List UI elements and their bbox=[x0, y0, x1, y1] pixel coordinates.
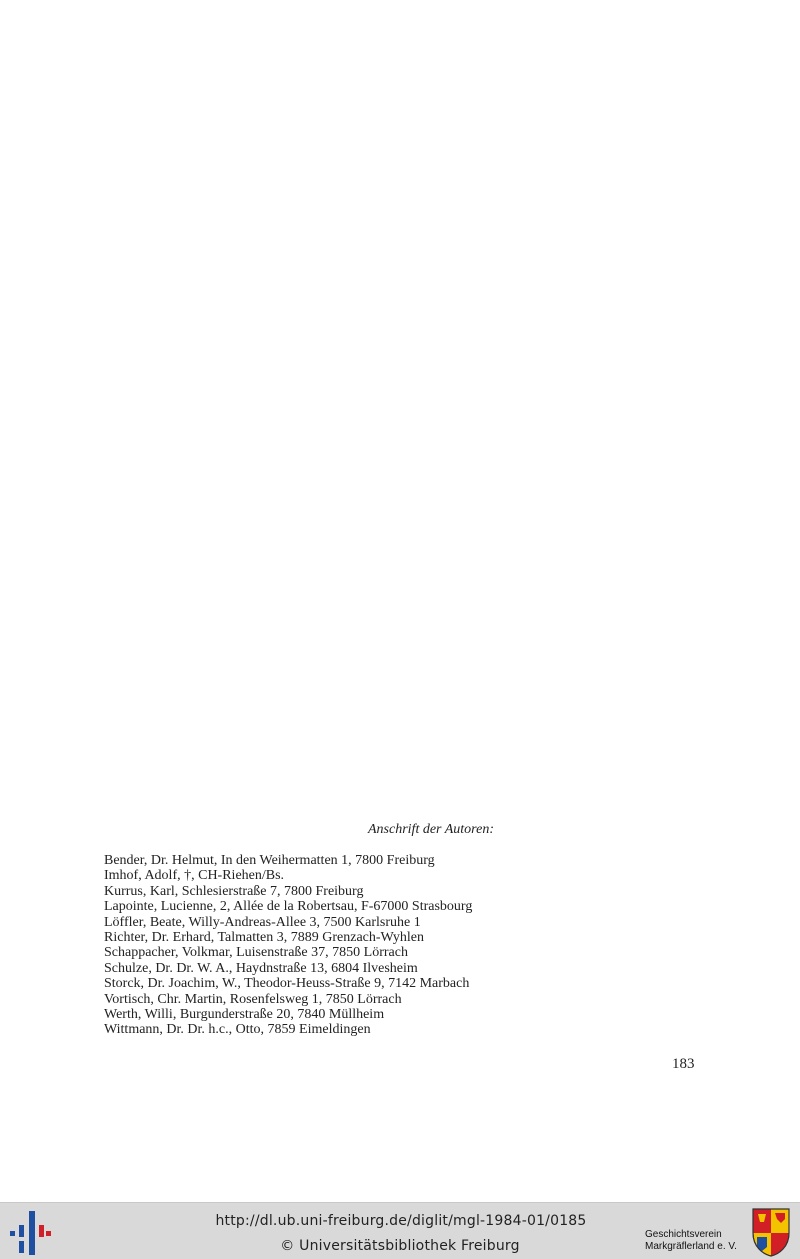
author-entry: Lapointe, Lucienne, 2, Allée de la Robertsau, F-67000 Strasbourg bbox=[104, 899, 473, 915]
society-name bbox=[645, 1229, 737, 1253]
author-entry: Vortisch, Chr. Martin, Rosenfelsweg 1, 7850 Lörrach bbox=[104, 991, 402, 1007]
author-entry: Kurrus, Karl, Schlesierstraße 7, 7800 Freiburg bbox=[104, 883, 364, 899]
author-entry: Bender, Dr. Helmut, In den Weihermatten 1, 7800 Freiburg bbox=[104, 853, 435, 868]
footer-bar bbox=[0, 1202, 800, 1259]
coat-of-arms-icon bbox=[751, 1207, 791, 1257]
author-entry: Wittmann, Dr. Dr. h.c., Otto, 7859 Eimeldingen bbox=[104, 1022, 371, 1038]
author-entry: Löffler, Beate, Willy-Andreas-Allee 3, 7500 Karlsruhe 1 bbox=[104, 914, 421, 930]
footer-url-link[interactable]: http://dl.ub.uni-freiburg.de/diglit/mgl-1984-01/0185 bbox=[215, 1213, 587, 1229]
society-name-line2: Markgräflerland e. V. bbox=[645, 1241, 737, 1252]
author-entry: Werth, Willi, Burgunderstraße 20, 7840 Müllheim bbox=[104, 1007, 385, 1023]
page-number: 183 bbox=[672, 1056, 695, 1072]
society-name-line1: Geschichtsverein bbox=[645, 1229, 722, 1240]
authors-heading: Anschrift der Autoren: bbox=[368, 822, 494, 837]
author-entry: Schappacher, Volkmar, Luisenstraße 37, 7850 Lörrach bbox=[104, 945, 408, 961]
author-entry: Richter, Dr. Erhard, Talmatten 3, 7889 Grenzach-Wyhlen bbox=[104, 930, 425, 946]
author-entry: Storck, Dr. Joachim, W., Theodor-Heuss-Straße 9, 7142 Marbach bbox=[104, 976, 470, 992]
author-list bbox=[104, 853, 472, 1038]
footer-copyright: © Universitätsbibliothek Freiburg bbox=[280, 1238, 520, 1254]
author-entry: Imhof, Adolf, †, CH-Riehen/Bs. bbox=[104, 868, 285, 884]
author-entry: Schulze, Dr. Dr. W. A., Haydnstraße 13, 6804 Ilvesheim bbox=[104, 960, 418, 976]
